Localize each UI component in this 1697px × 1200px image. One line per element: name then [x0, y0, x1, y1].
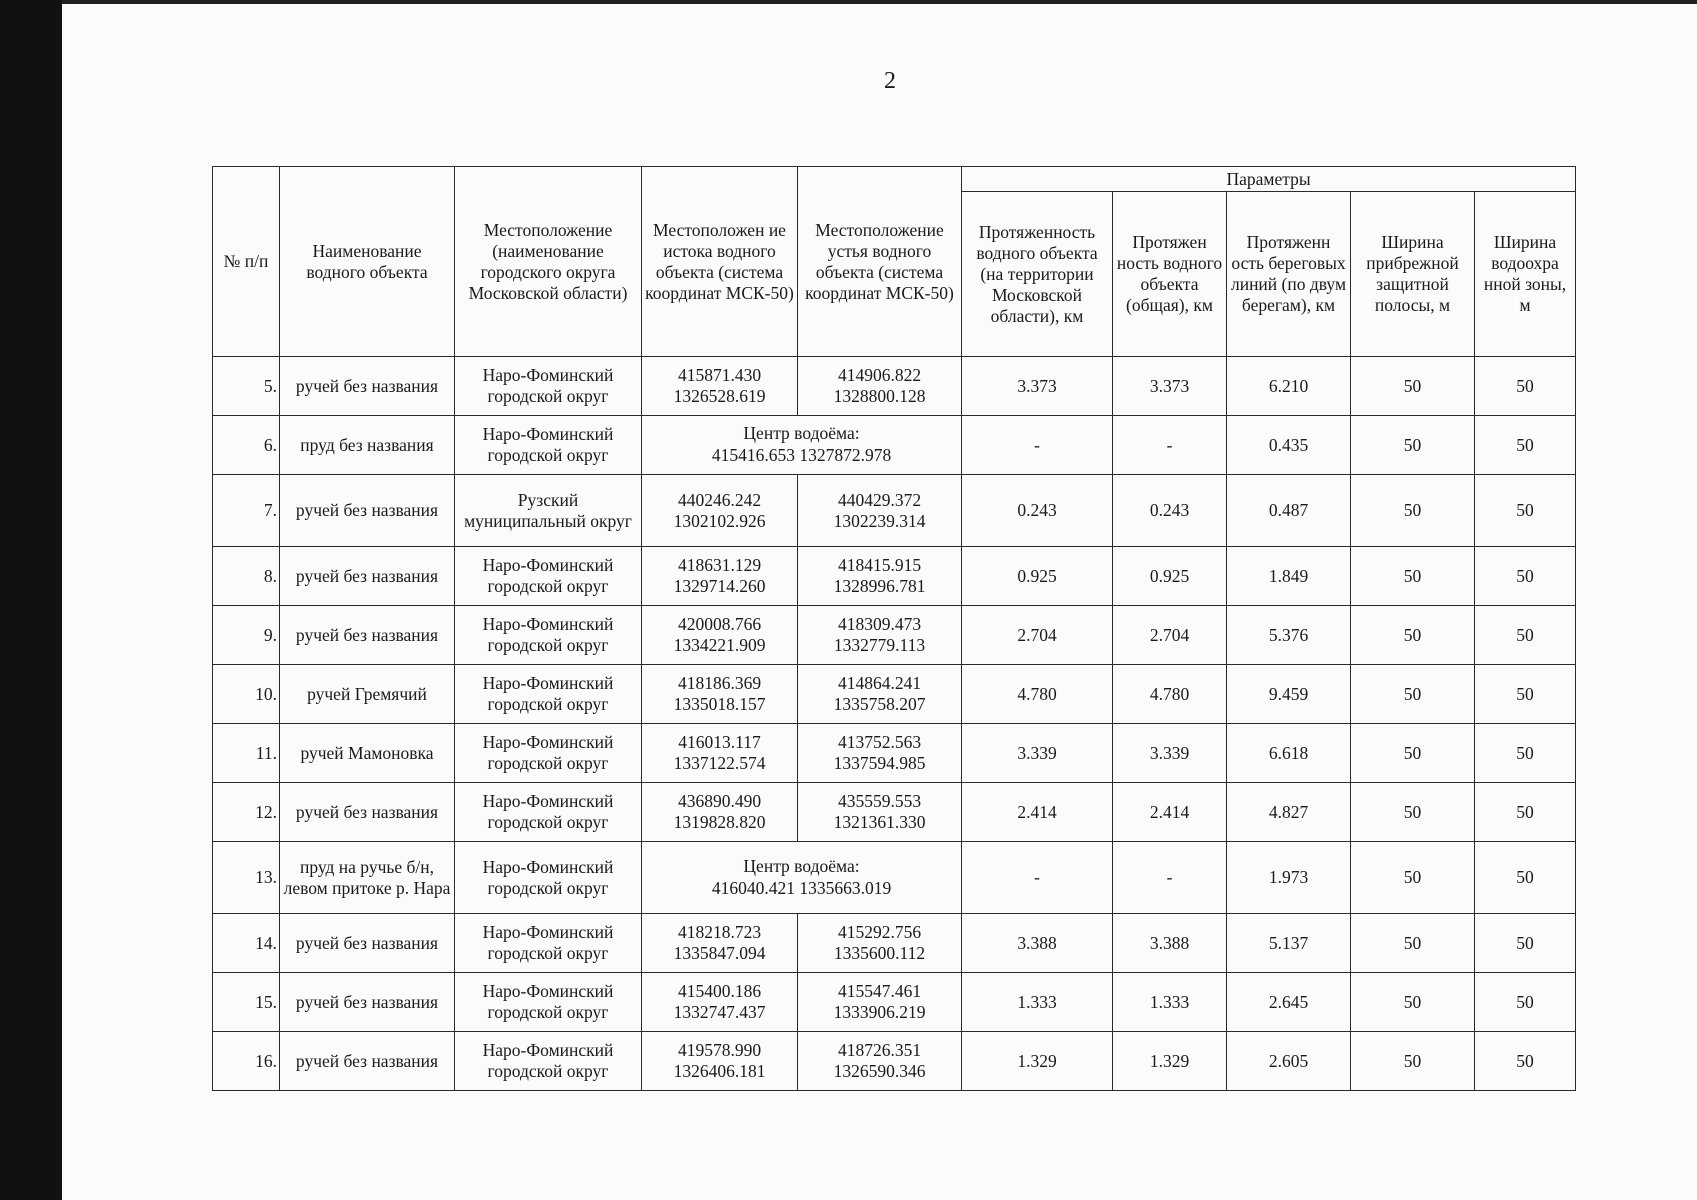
row-mouth [798, 724, 962, 783]
water-objects-table [212, 166, 1576, 1091]
table-row [213, 1032, 1576, 1091]
coord-x: 440429.372 [837, 489, 922, 510]
row-length-total: 3.373 [1113, 357, 1227, 416]
coord-x: 414864.241 [837, 673, 922, 693]
coord-x: 418218.723 [677, 922, 762, 942]
row-length-mo: 3.339 [962, 724, 1113, 783]
coord-y: 1335600.112 [833, 943, 926, 963]
row-coastal-width: 50 [1351, 1032, 1475, 1091]
row-coastal-width: 50 [1351, 973, 1475, 1032]
coord-x: 420008.766 [677, 614, 762, 634]
row-source [642, 357, 798, 416]
row-num: 7. [213, 475, 280, 547]
row-source [642, 973, 798, 1032]
row-source [642, 914, 798, 973]
row-mouth [798, 914, 962, 973]
row-length-total: 3.339 [1113, 724, 1227, 783]
row-name: ручей Мамоновка [280, 724, 455, 783]
row-coastal-width: 50 [1351, 842, 1475, 914]
row-protect-width: 50 [1475, 842, 1576, 914]
row-length-mo: 4.780 [962, 665, 1113, 724]
coord-x: 413752.563 [837, 732, 922, 752]
row-protect-width: 50 [1475, 724, 1576, 783]
row-length-mo: 3.373 [962, 357, 1113, 416]
table-row [213, 724, 1576, 783]
header-length-mo: Протяженность водного объекта (на территории Московской области), км [962, 192, 1113, 357]
table-row [213, 357, 1576, 416]
coord-x: 415871.430 [677, 365, 762, 385]
table-row [213, 665, 1576, 724]
row-location: Наро-Фоминский городской округ [455, 547, 642, 606]
row-source [642, 783, 798, 842]
center-coords: 416040.421 1335663.019 [711, 877, 892, 898]
coord-y: 1332747.437 [673, 1002, 766, 1022]
row-coastal-width: 50 [1351, 416, 1475, 475]
row-name: ручей без названия [280, 914, 455, 973]
row-source [642, 665, 798, 724]
coord-y: 1326528.619 [673, 386, 766, 406]
row-mouth [798, 606, 962, 665]
coord-y: 1332779.113 [833, 635, 926, 655]
coord-x: 418726.351 [837, 1040, 922, 1060]
row-shore: 2.605 [1227, 1032, 1351, 1091]
row-length-mo: 0.925 [962, 547, 1113, 606]
header-coastal-width: Ширина прибрежной защитной полосы, м [1351, 192, 1475, 357]
row-length-total: 3.388 [1113, 914, 1227, 973]
row-num: 9. [213, 606, 280, 665]
coord-y: 1326590.346 [833, 1061, 926, 1081]
table-row [213, 606, 1576, 665]
row-name: ручей Гремячий [280, 665, 455, 724]
row-coastal-width: 50 [1351, 606, 1475, 665]
row-length-total: 2.704 [1113, 606, 1227, 665]
coord-x: 418309.473 [837, 614, 922, 634]
header-source: Местоположен ие истока водного объекта (система координат МСК-50) [642, 167, 798, 357]
row-shore: 6.618 [1227, 724, 1351, 783]
row-protect-width: 50 [1475, 914, 1576, 973]
row-name: ручей без названия [280, 547, 455, 606]
row-num: 14. [213, 914, 280, 973]
row-shore: 6.210 [1227, 357, 1351, 416]
row-source [642, 606, 798, 665]
row-center [642, 416, 962, 475]
row-location: Наро-Фоминский городской округ [455, 1032, 642, 1091]
row-mouth [798, 783, 962, 842]
row-location: Наро-Фоминский городской округ [455, 783, 642, 842]
row-shore: 5.376 [1227, 606, 1351, 665]
row-num: 15. [213, 973, 280, 1032]
row-protect-width: 50 [1475, 665, 1576, 724]
row-length-mo: 0.243 [962, 475, 1113, 547]
row-name: пруд на ручье б/н, левом притоке р. Нара [280, 842, 455, 914]
table-row [213, 783, 1576, 842]
row-protect-width: 50 [1475, 475, 1576, 547]
row-shore: 0.487 [1227, 475, 1351, 547]
row-mouth [798, 475, 962, 547]
row-mouth [798, 665, 962, 724]
coord-y: 1329714.260 [673, 576, 766, 596]
row-shore: 5.137 [1227, 914, 1351, 973]
coord-y: 1335847.094 [673, 943, 766, 963]
scan-border-left [0, 0, 62, 1200]
coord-x: 436890.490 [677, 791, 762, 811]
table-row [213, 973, 1576, 1032]
row-name: пруд без названия [280, 416, 455, 475]
page-number: 2 [884, 68, 896, 94]
header-location: Местоположение (наименование городского округа Московской области) [455, 167, 642, 357]
row-num: 11. [213, 724, 280, 783]
row-location: Рузский муниципальный округ [455, 475, 642, 547]
row-num: 12. [213, 783, 280, 842]
table-row [213, 475, 1576, 547]
row-location: Наро-Фоминский городской округ [455, 416, 642, 475]
center-label: Центр водоёма: [743, 855, 860, 876]
row-length-total: 2.414 [1113, 783, 1227, 842]
coord-x: 414906.822 [837, 365, 922, 385]
row-length-mo: 2.704 [962, 606, 1113, 665]
row-center [642, 842, 962, 914]
row-protect-width: 50 [1475, 1032, 1576, 1091]
coord-x: 418186.369 [677, 673, 762, 693]
row-mouth [798, 357, 962, 416]
table-row [213, 416, 1576, 475]
coord-y: 1335758.207 [833, 694, 926, 714]
header-params: Параметры [962, 167, 1576, 192]
coord-x: 415400.186 [677, 981, 762, 1001]
row-location: Наро-Фоминский городской округ [455, 724, 642, 783]
row-length-total: 0.243 [1113, 475, 1227, 547]
row-location: Наро-Фоминский городской округ [455, 842, 642, 914]
row-length-total: 0.925 [1113, 547, 1227, 606]
coord-y: 1302239.314 [833, 510, 926, 531]
row-coastal-width: 50 [1351, 665, 1475, 724]
coord-y: 1319828.820 [673, 812, 766, 832]
coord-x: 435559.553 [837, 791, 922, 811]
row-length-mo: 3.388 [962, 914, 1113, 973]
row-length-mo: - [962, 416, 1113, 475]
row-mouth [798, 547, 962, 606]
coord-x: 418415.915 [837, 555, 922, 575]
coord-y: 1335018.157 [673, 694, 766, 714]
coord-y: 1302102.926 [673, 510, 766, 531]
coord-y: 1337122.574 [673, 753, 766, 773]
row-coastal-width: 50 [1351, 357, 1475, 416]
row-coastal-width: 50 [1351, 724, 1475, 783]
row-coastal-width: 50 [1351, 547, 1475, 606]
row-length-mo: 1.329 [962, 1032, 1113, 1091]
row-protect-width: 50 [1475, 357, 1576, 416]
row-num: 6. [213, 416, 280, 475]
row-length-mo: - [962, 842, 1113, 914]
row-num: 5. [213, 357, 280, 416]
row-length-total: 4.780 [1113, 665, 1227, 724]
row-source [642, 475, 798, 547]
row-mouth [798, 1032, 962, 1091]
row-shore: 1.849 [1227, 547, 1351, 606]
table-row [213, 914, 1576, 973]
coord-x: 440246.242 [677, 489, 762, 510]
header-num: № п/п [213, 167, 280, 357]
center-coords: 415416.653 1327872.978 [711, 445, 892, 465]
row-mouth [798, 973, 962, 1032]
coord-y: 1334221.909 [673, 635, 766, 655]
row-protect-width: 50 [1475, 547, 1576, 606]
row-location: Наро-Фоминский городской округ [455, 973, 642, 1032]
header-mouth: Местоположение устья водного объекта (система координат МСК-50) [798, 167, 962, 357]
coord-y: 1328800.128 [833, 386, 926, 406]
header-name: Наименование водного объекта [280, 167, 455, 357]
row-num: 10. [213, 665, 280, 724]
coord-y: 1333906.219 [833, 1002, 926, 1022]
row-location: Наро-Фоминский городской округ [455, 357, 642, 416]
table-row [213, 547, 1576, 606]
row-protect-width: 50 [1475, 416, 1576, 475]
row-length-total: 1.333 [1113, 973, 1227, 1032]
coord-y: 1328996.781 [833, 576, 926, 596]
row-source [642, 547, 798, 606]
row-num: 16. [213, 1032, 280, 1091]
header-shore: Протяженн ость береговых линий (по двум берегам), км [1227, 192, 1351, 357]
row-name: ручей без названия [280, 973, 455, 1032]
coord-x: 419578.990 [677, 1040, 762, 1060]
row-protect-width: 50 [1475, 606, 1576, 665]
row-num: 8. [213, 547, 280, 606]
coord-y: 1321361.330 [833, 812, 926, 832]
coord-x: 416013.117 [678, 732, 761, 752]
row-name: ручей без названия [280, 606, 455, 665]
row-coastal-width: 50 [1351, 783, 1475, 842]
row-coastal-width: 50 [1351, 475, 1475, 547]
row-source [642, 1032, 798, 1091]
row-shore: 2.645 [1227, 973, 1351, 1032]
header-length-total: Протяжен ность водного объекта (общая), км [1113, 192, 1227, 357]
row-protect-width: 50 [1475, 973, 1576, 1032]
coord-y: 1337594.985 [833, 753, 926, 773]
row-name: ручей без названия [280, 475, 455, 547]
row-shore: 0.435 [1227, 416, 1351, 475]
row-length-total: - [1113, 842, 1227, 914]
center-label: Центр водоёма: [743, 423, 860, 444]
row-name: ручей без названия [280, 783, 455, 842]
row-coastal-width: 50 [1351, 914, 1475, 973]
coord-x: 415547.461 [837, 981, 922, 1001]
row-shore: 1.973 [1227, 842, 1351, 914]
coord-y: 1326406.181 [673, 1061, 766, 1081]
row-length-total: 1.329 [1113, 1032, 1227, 1091]
row-name: ручей без названия [280, 357, 455, 416]
row-name: ручей без названия [280, 1032, 455, 1091]
row-length-mo: 2.414 [962, 783, 1113, 842]
row-location: Наро-Фоминский городской округ [455, 665, 642, 724]
header-protect-width: Ширина водоохра нной зоны, м [1475, 192, 1576, 357]
row-length-mo: 1.333 [962, 973, 1113, 1032]
coord-x: 418631.129 [677, 555, 762, 575]
row-location: Наро-Фоминский городской округ [455, 914, 642, 973]
row-location: Наро-Фоминский городской округ [455, 606, 642, 665]
row-num: 13. [213, 842, 280, 914]
table-row [213, 842, 1576, 914]
row-protect-width: 50 [1475, 783, 1576, 842]
row-shore: 4.827 [1227, 783, 1351, 842]
row-length-total: - [1113, 416, 1227, 475]
coord-x: 415292.756 [837, 922, 922, 942]
row-shore: 9.459 [1227, 665, 1351, 724]
row-source [642, 724, 798, 783]
